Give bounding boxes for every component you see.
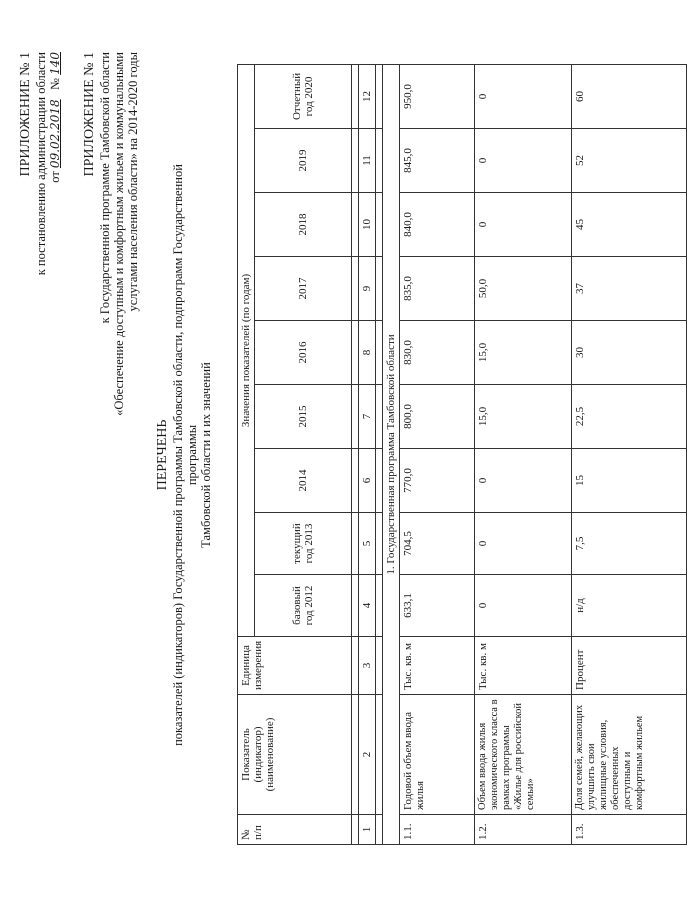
column-number: 11 (359, 129, 376, 193)
header-year: базовый год 2012 (255, 575, 352, 637)
row-value: 7,5 (572, 513, 687, 575)
row-value: 950,0 (400, 64, 475, 128)
row-value: 30 (572, 321, 687, 385)
row-unit: Тыс. кв. м (475, 637, 572, 695)
section-row (383, 64, 400, 844)
row-value: 60 (572, 64, 687, 128)
row-name: Годовой объем ввода жилья (400, 695, 475, 815)
header-year: 2019 (255, 129, 352, 193)
appendix-line: «Обеспечение доступным и комфортным жильем и коммунальными (112, 52, 126, 416)
row-value: н/д (572, 575, 687, 637)
row-value: 45 (572, 193, 687, 257)
appendix-line: к постановлению администрации области (34, 52, 48, 276)
header-year: текущий год 2013 (255, 513, 352, 575)
header-year: 2015 (255, 385, 352, 449)
handwritten-date: 09.02.2018 (48, 99, 62, 169)
header-year: 2018 (255, 193, 352, 257)
date-label: от (48, 171, 62, 183)
row-value: 830,0 (400, 321, 475, 385)
row-value: 0 (475, 449, 572, 513)
row-value: 633,1 (400, 575, 475, 637)
row-value: 0 (475, 193, 572, 257)
row-num: 1.2. (475, 815, 572, 845)
row-value: 15 (572, 449, 687, 513)
indicators-table (237, 64, 687, 845)
column-number: 8 (359, 321, 376, 385)
section-title: 1. Государственная программа Тамбовской области (383, 64, 400, 844)
column-number: 2 (359, 695, 376, 815)
spacer-row (352, 64, 359, 844)
header-year: 2016 (255, 321, 352, 385)
appendix-date-line (48, 52, 62, 275)
appendix-title: ПРИЛОЖЕНИЕ № 1 (18, 52, 33, 177)
table-row (475, 64, 572, 844)
number-label: № (48, 78, 62, 90)
row-value: 835,0 (400, 257, 475, 321)
row-value: 704,5 (400, 513, 475, 575)
row-value: 50,0 (475, 257, 572, 321)
header-num: № п/п (238, 815, 352, 845)
header-year: 2017 (255, 257, 352, 321)
document-title: ПЕРЕЧЕНЬ (155, 419, 170, 491)
header-values-group: Значения показателей (по годам) (238, 64, 255, 636)
row-num: 1.3. (572, 815, 687, 845)
row-name: Доля семей, желающих улучшить свои жилищные условия, обеспеченных доступным и комфортным жильем (572, 695, 687, 815)
column-number: 12 (359, 64, 376, 128)
appendix-title: ПРИЛОЖЕНИЕ № 1 (82, 52, 97, 177)
row-unit: Тыс. кв. м (400, 637, 475, 695)
handwritten-number: 140 (48, 52, 62, 75)
row-num: 1.1. (400, 815, 475, 845)
column-number-row (359, 64, 376, 844)
document-subtitle: показателей (индикаторов) Государственной программы Тамбовской области, подпрограмм Государственной программы (171, 164, 199, 746)
column-number: 5 (359, 513, 376, 575)
row-value: 15,0 (475, 385, 572, 449)
header-row (238, 64, 255, 844)
row-unit: Процент (572, 637, 687, 695)
row-value: 37 (572, 257, 687, 321)
header-year: Отчетный год 2020 (255, 64, 352, 128)
column-number: 10 (359, 193, 376, 257)
header-year: 2014 (255, 449, 352, 513)
table-row (572, 64, 687, 844)
column-number: 4 (359, 575, 376, 637)
row-value: 845,0 (400, 129, 475, 193)
row-value: 840,0 (400, 193, 475, 257)
column-number: 1 (359, 815, 376, 845)
row-value: 770,0 (400, 449, 475, 513)
row-value: 0 (475, 64, 572, 128)
document-title-block (155, 155, 213, 755)
row-name: Объем ввода жилья экономического класса в рамках программы «Жилье для российской семьи» (475, 695, 572, 815)
header-unit: Единица измерения (238, 637, 352, 695)
spacer-row (376, 64, 383, 844)
table-row (400, 64, 475, 844)
row-value: 0 (475, 129, 572, 193)
header-name: Показатель (индикатор) (наименование) (238, 695, 352, 815)
row-value: 52 (572, 129, 687, 193)
column-number: 9 (359, 257, 376, 321)
appendix-header-decree (18, 52, 62, 275)
column-number: 7 (359, 385, 376, 449)
row-value: 0 (475, 575, 572, 637)
column-number: 3 (359, 637, 376, 695)
document-subtitle: Тамбовской области и их значений (199, 362, 213, 548)
column-number: 6 (359, 449, 376, 513)
appendix-header-program (82, 52, 140, 416)
row-value: 0 (475, 513, 572, 575)
appendix-line: к Государственной программе Тамбовской области (98, 52, 112, 324)
row-value: 800,0 (400, 385, 475, 449)
row-value: 22,5 (572, 385, 687, 449)
row-value: 15,0 (475, 321, 572, 385)
appendix-line: услугами населения области» на 2014-2020 годы (126, 52, 140, 312)
